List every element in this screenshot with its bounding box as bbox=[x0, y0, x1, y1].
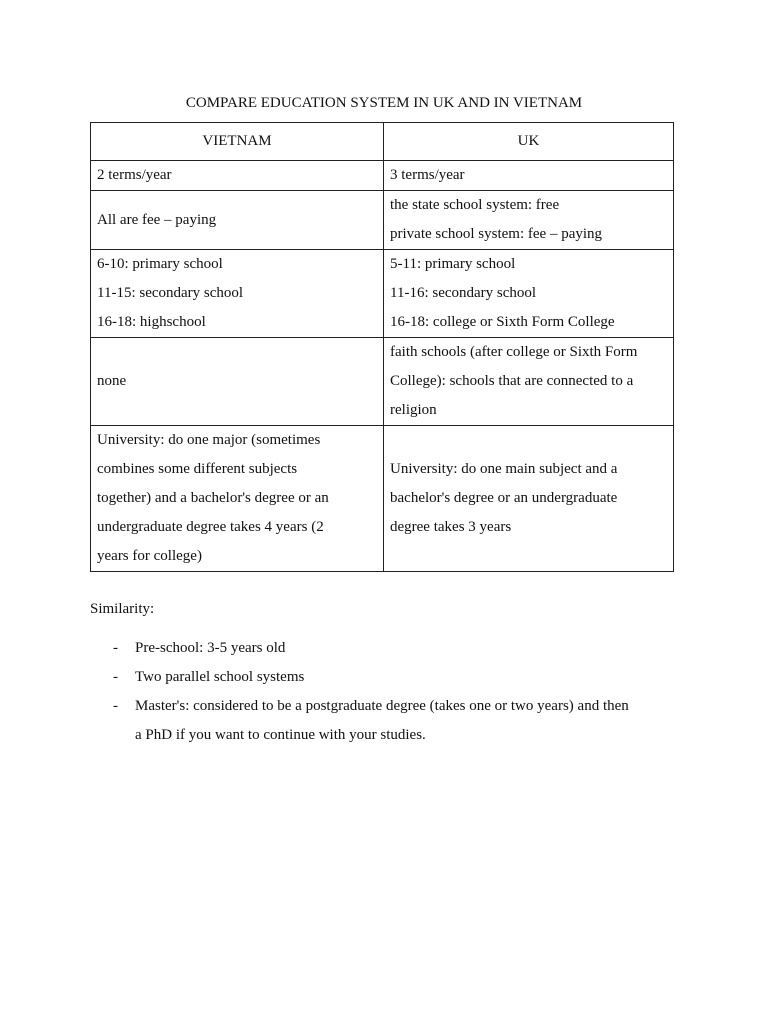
cell-uk-faith-schools bbox=[384, 338, 674, 426]
table-header-row bbox=[91, 123, 674, 161]
cell-vietnam-university bbox=[91, 426, 384, 572]
cell-line: private school system: fee – paying bbox=[390, 226, 603, 242]
cell-line: bachelor's degree or an undergraduate bbox=[390, 490, 618, 506]
dash-bullet: - bbox=[113, 698, 118, 714]
cell-line: College): schools that are connected to a bbox=[390, 373, 634, 389]
cell-uk-terms bbox=[384, 161, 674, 191]
column-header-vietnam: VIETNAM bbox=[91, 123, 384, 161]
list-item-text-continued: a PhD if you want to continue with your studies. bbox=[135, 727, 426, 743]
cell-line: degree takes 3 years bbox=[390, 519, 512, 535]
cell-line: undergraduate degree takes 4 years (2 bbox=[97, 519, 324, 535]
table-row bbox=[91, 426, 674, 572]
cell-line: none bbox=[97, 373, 127, 389]
table-row bbox=[91, 250, 674, 338]
cell-line: combines some different subjects bbox=[97, 461, 298, 477]
list-item-text: Pre-school: 3-5 years old bbox=[135, 640, 286, 656]
cell-vietnam-faith-schools bbox=[91, 338, 384, 426]
cell-line: faith schools (after college or Sixth Form bbox=[390, 344, 638, 360]
cell-vietnam-fees bbox=[91, 191, 384, 250]
cell-line: All are fee – paying bbox=[97, 211, 217, 228]
table-row bbox=[91, 338, 674, 426]
list-item-text: Master's: considered to be a postgraduate degree (takes one or two years) and then bbox=[135, 698, 629, 714]
cell-vietnam-school-ages bbox=[91, 250, 384, 338]
cell-uk-university bbox=[384, 426, 674, 572]
cell-line: 3 terms/year bbox=[390, 167, 465, 183]
cell-line: 11-15: secondary school bbox=[97, 285, 244, 301]
list-item-text: Two parallel school systems bbox=[135, 669, 305, 685]
cell-uk-fees bbox=[384, 191, 674, 250]
dash-bullet: - bbox=[113, 669, 118, 685]
comparison-table bbox=[90, 122, 674, 572]
cell-line: 16-18: highschool bbox=[97, 314, 206, 330]
similarity-list bbox=[90, 634, 680, 750]
cell-uk-school-ages bbox=[384, 250, 674, 338]
cell-line: 6-10: primary school bbox=[97, 256, 223, 272]
table-row bbox=[91, 161, 674, 191]
column-header-uk: UK bbox=[384, 123, 674, 161]
similarity-heading: Similarity: bbox=[90, 601, 155, 617]
list-item bbox=[90, 692, 680, 750]
cell-line: University: do one major (sometimes bbox=[97, 432, 321, 448]
document-title: COMPARE EDUCATION SYSTEM IN UK AND IN VIETNAM bbox=[185, 95, 583, 111]
cell-line: religion bbox=[390, 402, 437, 418]
cell-line: together) and a bachelor's degree or an bbox=[97, 490, 329, 506]
cell-line: the state school system: free bbox=[390, 197, 560, 213]
cell-vietnam-terms bbox=[91, 161, 384, 191]
cell-line: 11-16: secondary school bbox=[390, 285, 537, 301]
list-item bbox=[90, 663, 680, 692]
dash-bullet: - bbox=[113, 640, 118, 656]
cell-line: years for college) bbox=[97, 548, 202, 564]
table-row bbox=[91, 191, 674, 250]
cell-line: 2 terms/year bbox=[97, 167, 172, 183]
list-item bbox=[90, 634, 680, 663]
cell-line: 16-18: college or Sixth Form College bbox=[390, 314, 615, 330]
cell-line: University: do one main subject and a bbox=[390, 461, 618, 477]
cell-line: 5-11: primary school bbox=[390, 256, 516, 272]
